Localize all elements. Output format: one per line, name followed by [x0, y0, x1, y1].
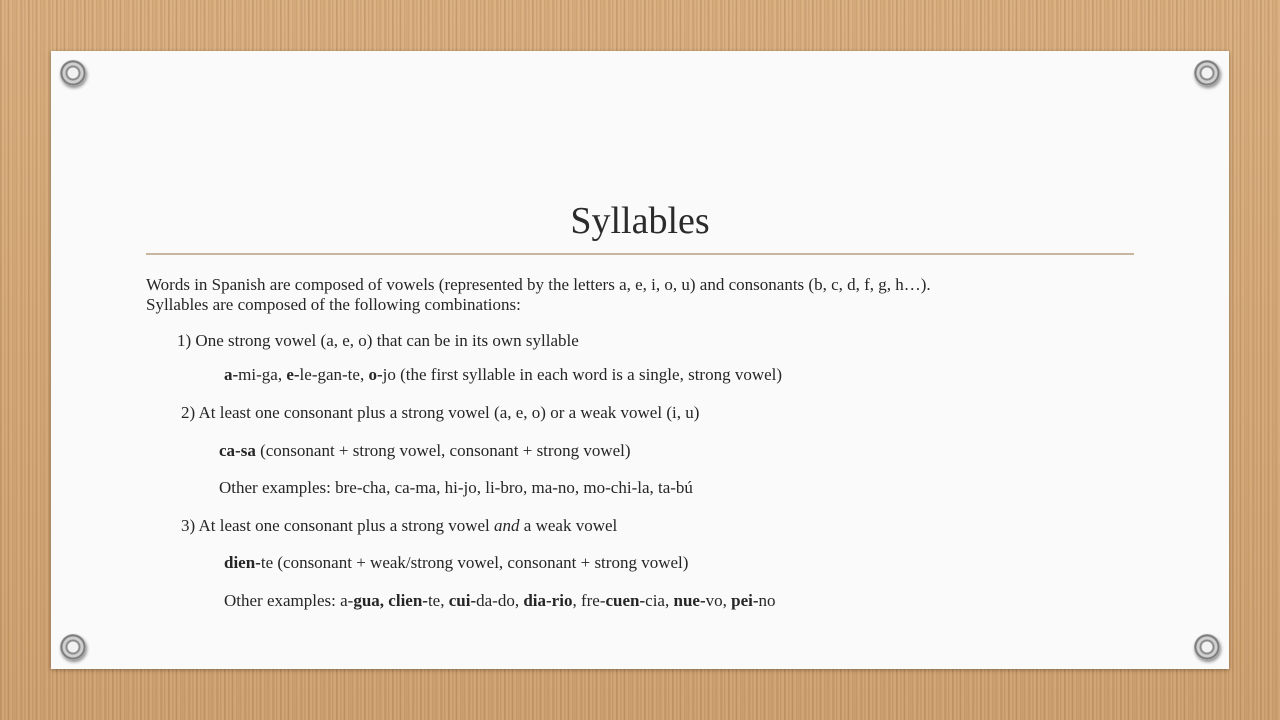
rule-3-heading	[181, 516, 617, 536]
text-run: te (consonant + weak/strong vowel, consonant + strong vowel)	[260, 553, 689, 572]
text-run: ca-sa	[219, 441, 256, 460]
text-run: no	[758, 591, 776, 610]
text-run: a weak vowel	[519, 516, 618, 535]
rule-2-example	[219, 441, 631, 461]
intro-line-2: Syllables are composed of the following combinations:	[146, 295, 521, 314]
text-run: le-gan-te,	[299, 365, 369, 384]
pushpin-icon-top-left	[60, 60, 86, 86]
pushpin-icon-top-right	[1194, 60, 1220, 86]
text-run: dien-	[224, 553, 261, 572]
text-run: vo,	[705, 591, 732, 610]
rule-1-heading: 1) One strong vowel (a, e, o) that can be in its own syllable	[177, 331, 579, 350]
text-run: and	[494, 516, 520, 535]
slide	[51, 51, 1229, 669]
text-run: Other examples: a-	[224, 591, 354, 610]
text-run: 3) At least one consonant plus a strong vowel	[181, 516, 495, 535]
pushpin-icon-bottom-right	[1194, 634, 1220, 660]
rule-3-example	[224, 553, 688, 573]
text-run: cuen-	[605, 591, 646, 610]
rule-2-heading: 2) At least one consonant plus a strong vowel (a, e, o) or a weak vowel (i, u)	[181, 403, 700, 422]
text-run: a-	[224, 365, 239, 384]
rule-2-other-examples: Other examples: bre-cha, ca-ma, hi-jo, li-bro, ma-no, mo-chi-la, ta-bú	[219, 478, 693, 497]
rule-1-example	[224, 365, 782, 385]
title-divider	[146, 253, 1134, 255]
text-run: cia,	[645, 591, 674, 610]
text-run: dia-rio	[523, 591, 573, 610]
text-run: , fre-	[572, 591, 606, 610]
text-run: (consonant + strong vowel, consonant + strong vowel)	[255, 441, 631, 460]
text-run: mi-ga,	[238, 365, 287, 384]
text-run: gua, clien-	[353, 591, 428, 610]
text-run: o-	[368, 365, 383, 384]
text-run: jo (the first syllable in each word is a single, strong vowel)	[382, 365, 783, 384]
text-run: cui-	[448, 591, 477, 610]
text-run: e-	[286, 365, 300, 384]
text-run: pei-	[731, 591, 759, 610]
slide-title: Syllables	[570, 200, 710, 242]
text-run: nue-	[673, 591, 706, 610]
rule-3-other-examples	[224, 591, 776, 611]
intro-line-1: Words in Spanish are composed of vowels (represented by the letters a, e, i, o, u) and consonants (b, c, d, f, g, h…).	[146, 275, 931, 294]
text-run: da-do,	[476, 591, 524, 610]
text-run: te,	[427, 591, 449, 610]
pushpin-icon-bottom-left	[60, 634, 86, 660]
